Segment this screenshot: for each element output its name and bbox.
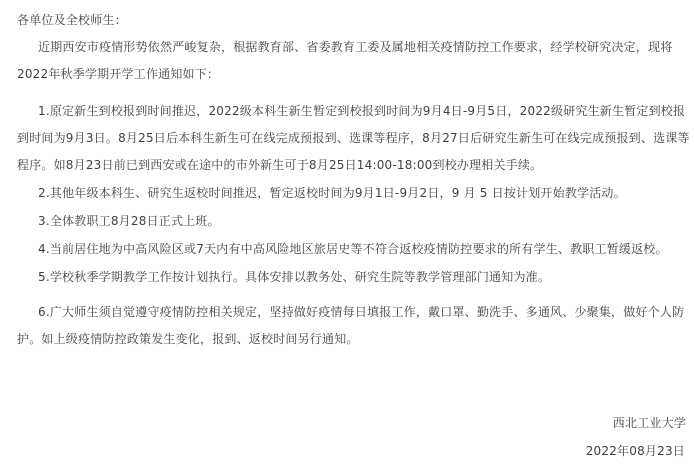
notice-item-6: 6.广大师生须自觉遵守疫情防控相关规定，坚持做好疫情每日填报工作，戴口罩、勤洗手、多通风、少聚集，做好个人防护。如上级疫情防控政策发生变化，报到、返校时间另行通知。: [17, 305, 685, 346]
date: 2022年08月23日: [585, 444, 685, 458]
salutation: 各单位及全校师生：: [17, 13, 127, 27]
intro-paragraph: 近期西安市疫情形势依然严峻复杂，根据教育部、省委教育工委及属地相关疫情防控工作要求，经学校研究决定，现将2022年秋季学期开学工作通知如下：: [17, 40, 673, 81]
notice-item-5: 5.学校秋季学期教学工作按计划执行。具体安排以教务处、研究生院等教学管理部门通知为准。: [38, 270, 551, 284]
notice-item-2: 2.其他年级本科生、研究生返校时间推迟，暂定返校时间为9月1日-9月2日，9 月 5 日按计划开始教学活动。: [38, 186, 626, 200]
signature: 西北工业大学: [612, 416, 686, 430]
notice-item-3: 3.全体教职工8月28日正式上班。: [38, 214, 220, 228]
notice-item-1: 1.原定新生到校报到时间推迟，2022级本科生新生暂定到校报到时间为9月4日-9月5日，2022级研究生新生暂定到校报到时间为9月3日。8月25日后本科生新生可在线完成预报到、选课等程序，8月27日后研究生新生可在线完成预报到、选课等程序。如8月23日前已到西安或在途中的市外新生可于8月25日14:00-18:00到校办理相关手续。: [17, 104, 690, 172]
notice-item-4: 4.当前居住地为中高风险区或7天内有中高风险地区旅居史等不符合返校疫情防控要求的所有学生、教职工暂缓返校。: [38, 242, 668, 256]
